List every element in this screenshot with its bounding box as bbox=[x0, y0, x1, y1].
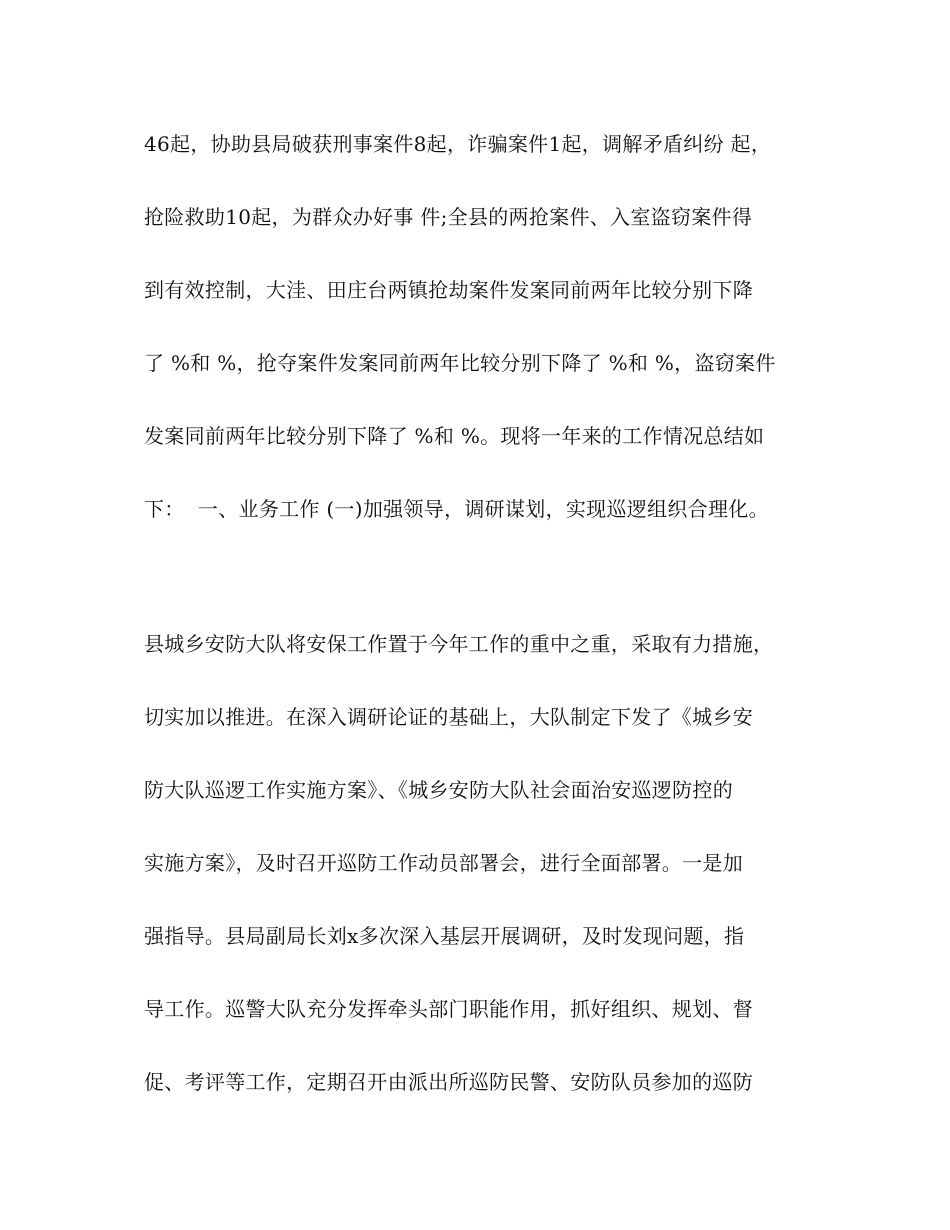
text-line: 县城乡安防大队将安保工作置于今年工作的重中之重，采取有力措施， bbox=[144, 632, 774, 656]
text-line: 发案同前两年比较分别下降了 %和 %。现将一年来的工作情况总结如 bbox=[144, 424, 765, 448]
text-line: 防大队巡逻工作实施方案》、《城乡安防大队社会面治安巡逻防控的 bbox=[144, 778, 733, 802]
text-line: 抢险救助10起，为群众办好事 件;全县的两抢案件、入室盗窃案件得 bbox=[144, 205, 753, 229]
text-line: 切实加以推进。在深入调研论证的基础上，大队制定下发了《城乡安 bbox=[144, 705, 753, 729]
text-line: 到有效控制，大洼、田庄台两镇抢劫案件发案同前两年比较分别下降 bbox=[144, 278, 753, 302]
text-line: 促、考评等工作，定期召开由派出所巡防民警、安防队员参加的巡防 bbox=[144, 1070, 753, 1094]
text-line: 强指导。县局副局长刘x多次深入基层开展调研，及时发现问题，指 bbox=[144, 924, 745, 948]
text-line: 实施方案》，及时召开巡防工作动员部署会，进行全面部署。一是加 bbox=[144, 851, 743, 875]
text-line: 下： 一、业务工作 (一)加强领导，调研谋划，实现巡逻组织合理化。 bbox=[144, 497, 769, 521]
text-line: 导工作。巡警大队充分发挥牵头部门职能作用，抓好组织、规划、督 bbox=[144, 997, 753, 1021]
text-line: 46起，协助县局破获刑事案件8起，诈骗案件1起，调解矛盾纠纷 起， bbox=[144, 132, 772, 156]
text-line: 了 %和 %，抢夺案件发案同前两年比较分别下降了 %和 %，盗窃案件 bbox=[144, 351, 776, 375]
